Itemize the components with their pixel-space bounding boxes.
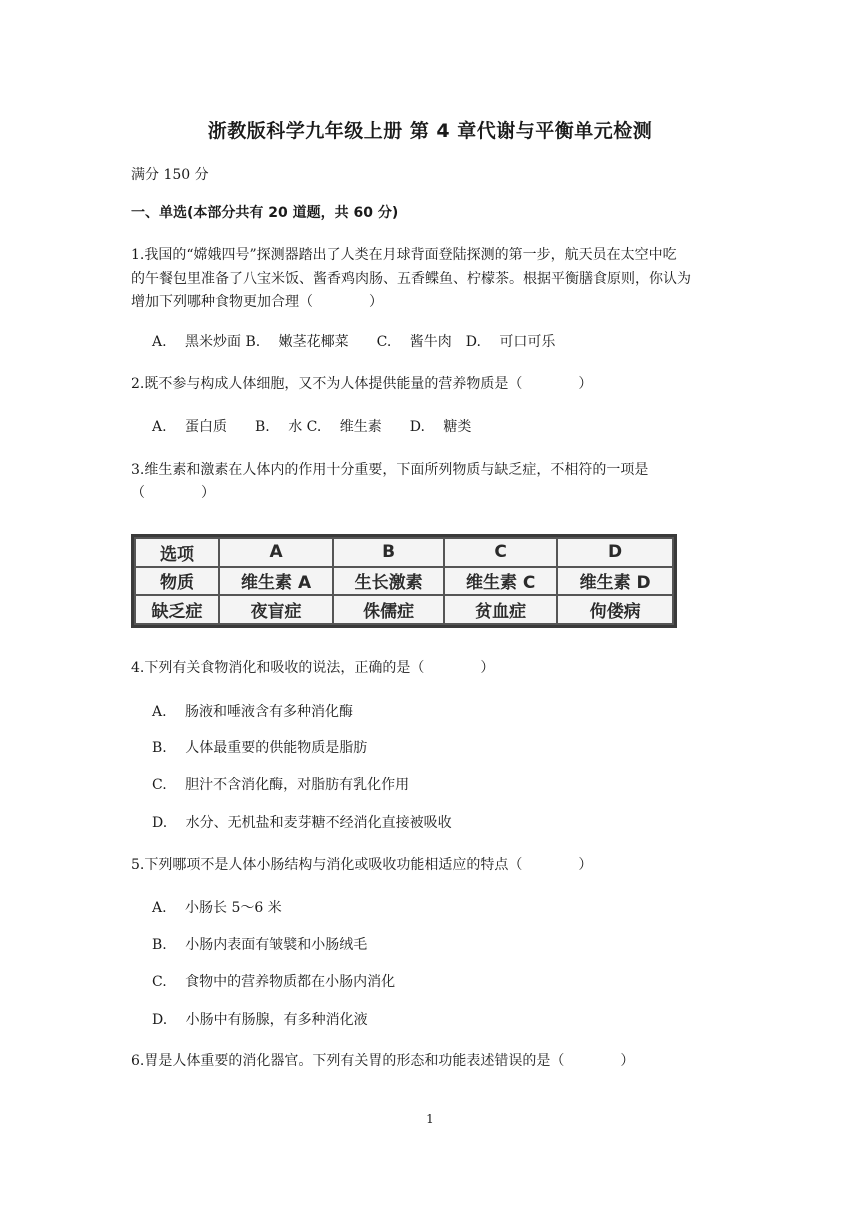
table-cell: C	[444, 538, 557, 567]
question-4-line-1: 4.下列有关食物消化和吸收的说法，正确的是（ ）	[131, 660, 495, 676]
table-cell: 夜盲症	[219, 595, 333, 624]
table-cell: 缺乏症	[135, 595, 219, 624]
table-cell: 维生素 A	[219, 567, 333, 596]
question-6-line-1: 6.胃是人体重要的消化器官。下列有关胃的形态和功能表述错误的是（ ）	[131, 1053, 635, 1069]
page-number: 1	[426, 1112, 434, 1126]
question-3-line-1: 3.维生素和激素在人体内的作用十分重要，下面所列物质与缺乏症，不相符的一项是	[131, 462, 649, 478]
question-4-option-b: B. 人体最重要的供能物质是脂肪	[152, 740, 368, 756]
section-heading: 一、单选(本部分共有 20 道题，共 60 分)	[131, 205, 399, 221]
table-cell: 物质	[135, 567, 219, 596]
full-score-text: 满分 150 分	[131, 167, 209, 183]
question-3-line-2: （ ）	[131, 485, 215, 501]
question-2-options: A. 蛋白质 B. 水 C. 维生素 D. 糖类	[152, 419, 472, 435]
question-5-line-1: 5.下列哪项不是人体小肠结构与消化或吸收功能相适应的特点（ ）	[131, 857, 593, 873]
question-5-option-b: B. 小肠内表面有皱襞和小肠绒毛	[152, 937, 368, 953]
question-1-options: A. 黑米炒面 B. 嫩茎花椰菜 C. 酱牛肉 D. 可口可乐	[152, 334, 556, 350]
question-5-option-d: D. 小肠中有肠腺，有多种消化液	[152, 1012, 368, 1028]
page-title: 浙教版科学九年级上册 第 4 章代谢与平衡单元检测	[207, 120, 653, 142]
table-row	[135, 595, 673, 624]
table-cell: A	[219, 538, 333, 567]
question-4-option-d: D. 水分、无机盐和麦芽糖不经消化直接被吸收	[152, 815, 452, 831]
table-cell: B	[333, 538, 444, 567]
table-cell: 维生素 C	[444, 567, 557, 596]
question-1-line-1: 1.我国的“嫦娥四号”探测器踏出了人类在月球背面登陆探测的第一步，航天员在太空中吃	[131, 247, 677, 263]
table-cell: 生长激素	[333, 567, 444, 596]
question-1-line-2: 的午餐包里准备了八宝米饭、酱香鸡肉肠、五香鲽鱼、柠檬茶。根据平衡膳食原则，你认为	[131, 271, 691, 287]
question-1-line-3: 增加下列哪种食物更加合理（ ）	[131, 294, 383, 310]
table-cell: 佝偻病	[557, 595, 673, 624]
table-row	[135, 538, 673, 567]
question-5-option-c: C. 食物中的营养物质都在小肠内消化	[152, 974, 396, 990]
table-grid	[134, 537, 674, 625]
question-2-line-1: 2.既不参与构成人体细胞，又不为人体提供能量的营养物质是（ ）	[131, 376, 593, 392]
question-4-option-a: A. 肠液和唾液含有多种消化酶	[152, 704, 354, 720]
vitamin-hormone-table	[131, 534, 677, 628]
table-cell: 侏儒症	[333, 595, 444, 624]
table-cell: 维生素 D	[557, 567, 673, 596]
table-row	[135, 567, 673, 596]
question-4-option-c: C. 胆汁不含消化酶，对脂肪有乳化作用	[152, 777, 410, 793]
table-cell: 选项	[135, 538, 219, 567]
table-cell: D	[557, 538, 673, 567]
question-5-option-a: A. 小肠长 5～6 米	[152, 900, 282, 916]
table-cell: 贫血症	[444, 595, 557, 624]
